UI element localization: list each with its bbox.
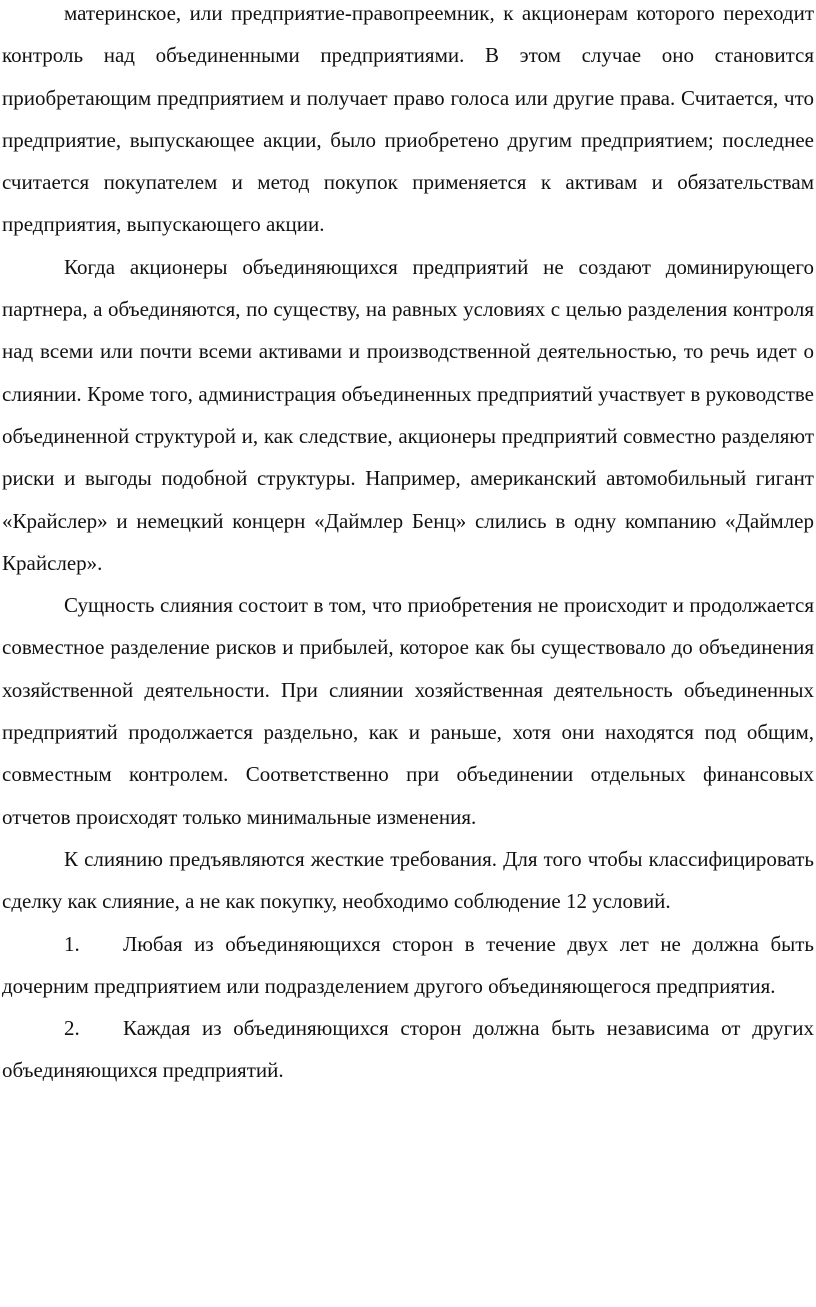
list-item-2 (2, 1007, 814, 1092)
list-item-1 (2, 923, 814, 1008)
paragraph-2: Когда акционеры объединяющихся предприятий не создают доминирующего партнера, а объединяются, по существу, на равных условиях с целью разделения контроля над всеми или почти всеми активами и производственной деятельностью, то речь идет о слиянии. Кроме того, администрация объединенных предприятий участвует в руководстве объединенной структурой и, как следствие, акционеры предприятий совместно разделяют риски и выгоды подобной структуры. Например, американский автомобильный гигант «Крайслер» и немецкий концерн «Даймлер Бенц» слились в одну компанию «Даймлер Крайслер». (2, 254, 814, 575)
paragraph-3: Сущность слияния состоит в том, что приобретения не происходит и продолжается совместное разделение рисков и прибылей, которое как бы существовало до объединения хозяйственной деятельности. При слиянии хозяйственная деятельность объединенных предприятий продолжается раздельно, как и раньше, хотя они находятся под общим, совместным контролем. Соответственно при объединении отдельных финансовых отчетов происходят только минимальные изменения. (2, 593, 814, 829)
paragraph-1: материнское, или предприятие-правопреемник, к акционерам которого переходит контроль над объединенными предприятиями. В этом случае оно становится приобретающим предприятием и получает право голоса или другие права. Считается, что предприятие, выпускающее акции, было приобретено другим предприятием; последнее считается покупателем и метод покупок применяется к активам и обязательствам предприятия, выпускающего акции. (2, 1, 814, 237)
list-item-text: Любая из объединяющихся сторон в течение двух лет не должна быть дочерним предприятием или подразделением другого объединяющегося предприятия. (2, 931, 814, 998)
paragraph-4: К слиянию предъявляются жесткие требования. Для того чтобы классифицировать сделку как слияние, а не как покупку, необходимо соблюдение 12 условий. (2, 846, 814, 914)
list-item-text: Каждая из объединяющихся сторон должна быть независима от других объединяющихся предприятий. (2, 1016, 814, 1083)
list-item-number: 1. (64, 931, 80, 956)
list-item-number: 2. (64, 1016, 80, 1041)
